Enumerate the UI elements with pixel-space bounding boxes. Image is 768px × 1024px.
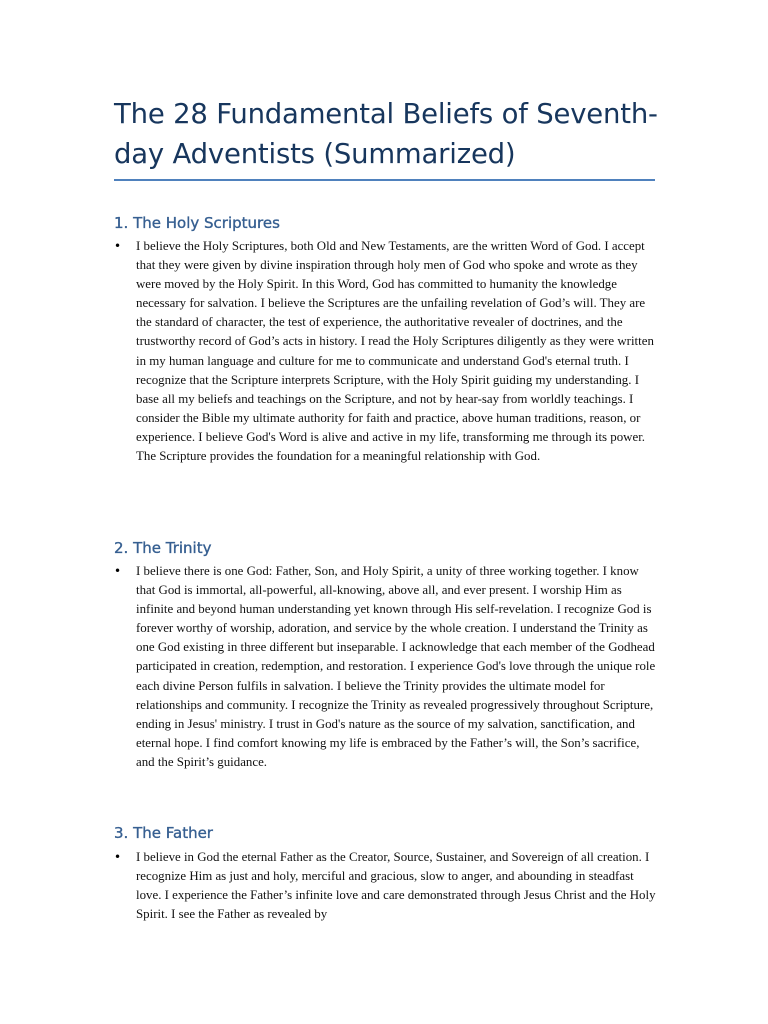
section-heading-holy-scriptures: 1. The Holy Scriptures <box>114 214 280 232</box>
bullet-icon: • <box>114 564 122 578</box>
section-heading-father: 3. The Father <box>114 824 213 842</box>
section-paragraph: I believe in God the eternal Father as the Creator, Source, Sustainer, and Sovereign of all creation. I recognize Him as just and holy, merciful and gracious, slow to anger, and abounding in steadfast love. I experience the Father’s infinite love and care demonstrated through Jesus Christ and the Holy Spirit. I see the Father as revealed by <box>136 850 656 922</box>
document-title: The 28 Fundamental Beliefs of Seventh-day Adventists (Summarized) <box>114 98 658 170</box>
section-heading-trinity: 2. The Trinity <box>114 539 212 557</box>
title-underline <box>114 179 655 181</box>
bullet-icon: • <box>114 239 122 253</box>
section-paragraph: I believe there is one God: Father, Son, and Holy Spirit, a unity of three working together. I know that God is immortal, all-powerful, all-knowing, above all, and ever present. I worship Him as infinite and beyond human understanding yet known through His self-revelation. I recognize God is forever worthy of worship, adoration, and service by the whole creation. I understand the Trinity as one God existing in three different but inseparable. I acknowledge that each member of the Godhead participated in creation, redemption, and restoration. I experience God's love through the unique role each divine Person fulfils in salvation. I believe the Trinity provides the ultimate model for relationships and community. I recognize the Trinity as revealed progressively throughout Scripture, ending in Jesus' ministry. I trust in God's nature as the source of my salvation, sanctification, and eternal hope. I find comfort knowing my life is embraced by the Father’s will, the Son’s sacrifice, and the Spirit’s guidance. <box>136 564 656 769</box>
section-paragraph: I believe the Holy Scriptures, both Old and New Testaments, are the written Word of God. I accept that they were given by divine inspiration through holy men of God who spoke and wrote as they were moved by the Holy Spirit. In this Word, God has committed to humanity the knowledge necessary for salvation. I believe the Scriptures are the unfailing revelation of God’s will. They are the standard of character, the test of experience, the authoritative revealer of doctrines, and the trustworthy record of God’s acts in history. I read the Holy Scriptures diligently as they were written in my human language and culture for me to communicate and understand God's eternal truth. I recognize that the Scripture interprets Scripture, with the Holy Spirit guiding my understanding. I base all my beliefs and teachings on the Scripture, and not by hear-say from worldly teachings. I consider the Bible my ultimate authority for faith and practice, above human traditions, reason, or experience. I believe God's Word is alive and active in my life, transforming me through its power. The Scripture provides the foundation for a meaningful relationship with God. <box>136 239 654 464</box>
bullet-icon: • <box>114 850 122 864</box>
